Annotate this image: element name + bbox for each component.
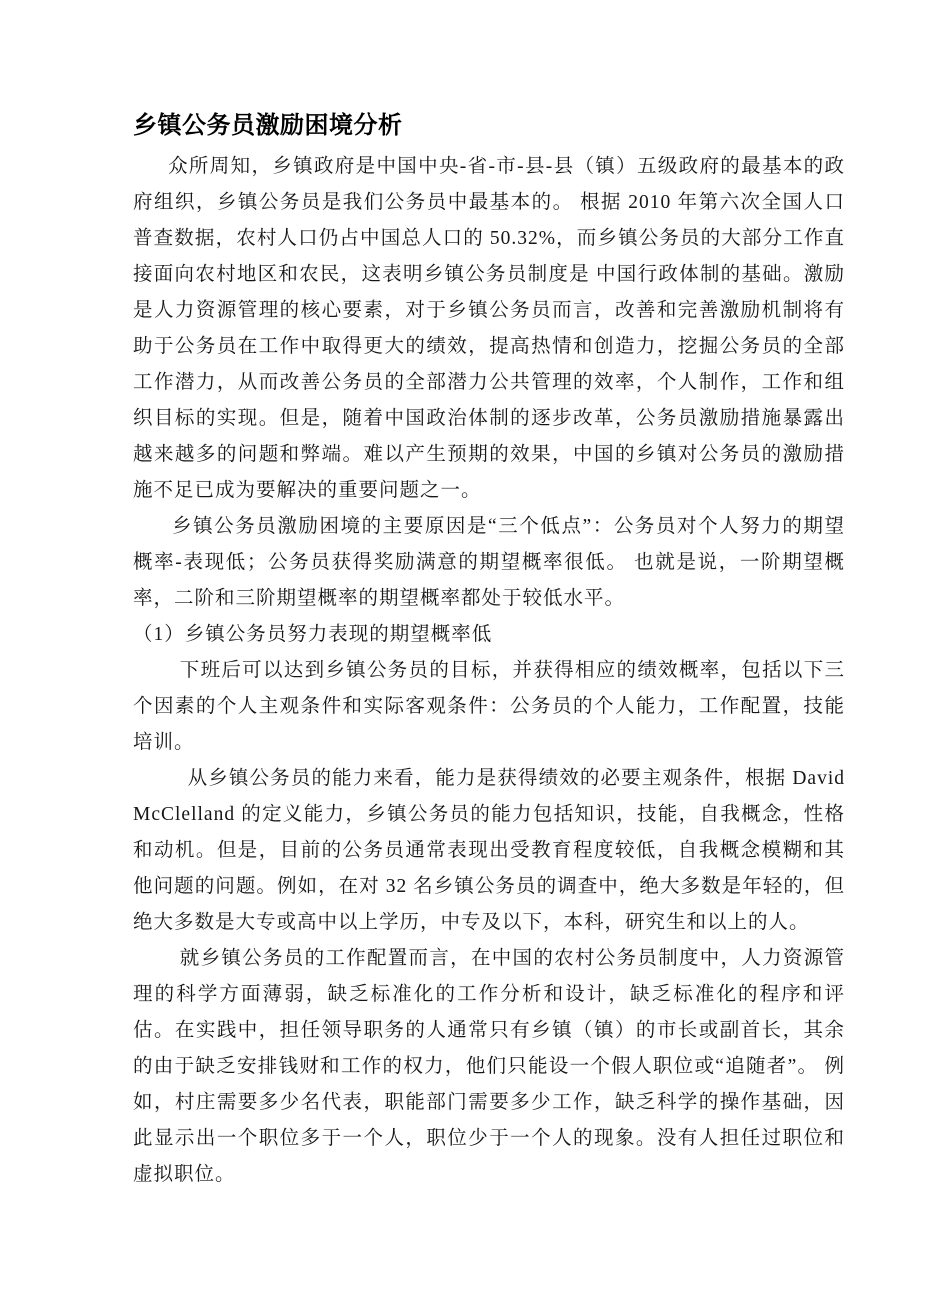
paragraph-three-low-points: 乡镇公务员激励困境的主要原因是“三个低点”：公务员对个人努力的期望概率-表现低；公务员获得奖励满意的期望概率很低。 也就是说，一阶期望概率，二阶和三阶期望概率的期望概率都处于较低水平。 — [133, 516, 845, 609]
page-title: 乡镇公务员激励困境分析 — [133, 112, 403, 139]
paragraph-ability: 从乡镇公务员的能力来看，能力是获得绩效的必要主观条件，根据 David McClelland 的定义能力，乡镇公务员的能力包括知识，技能，自我概念，性格和动机。但是，目前的公务员通常表现出受教育程度较低，自我概念模糊和其他问题的问题。例如，在对 32 名乡镇公务员的调查中，绝大多数是年轻的，但绝大多数是大专或高中以上学历，中专及以下，本科，研究生和以上的人。 — [133, 768, 845, 933]
paragraph-job-configuration: 就乡镇公务员的工作配置而言，在中国的农村公务员制度中，人力资源管理的科学方面薄弱，缺乏标准化的工作分析和设计，缺乏标准化的程序和评估。在实践中，担任领导职务的人通常只有乡镇（镇）的市长或副首长，其余的由于缺乏安排钱财和工作的权力，他们只能设一个假人职位或“追随者”。 例如，村庄需要多少名代表，职能部门需要多少工作，缺乏科学的操作基础，因此显示出一个职位多于一个人，职位少于一个人的现象。没有人担任过职位和虚拟职位。 — [133, 948, 845, 1185]
body-text — [133, 149, 845, 1193]
paragraph-subheading-1: （1）乡镇公务员努力表现的期望概率低 — [133, 624, 493, 645]
paragraph-three-factors: 下班后可以达到乡镇公务员的目标，并获得相应的绩效概率，包括以下三个因素的个人主观条件和实际客观条件：公务员的个人能力，工作配置，技能培训。 — [133, 660, 845, 753]
paragraph-intro: 众所周知，乡镇政府是中国中央-省-市-县-县（镇）五级政府的最基本的政府组织，乡镇公务员是我们公务员中最基本的。 根据 2010 年第六次全国人口普查数据，农村人口仍占中国总人口的 50.32%，而乡镇公务员的大部分工作直接面向农村地区和农民，这表明乡镇公务员制度是 中国行政体制的基础。激励是人力资源管理的核心要素，对于乡镇公务员而言，改善和完善激励机制将有助于公务员在工作中取得更大的绩效，提高热情和创造力，挖掘公务员的全部工作潜力，从而改善公务员的全部潜力公共管理的效率，个人制作，工作和组织目标的实现。但是，随着中国政治体制的逐步改革，公务员激励措施暴露出越来越多的问题和弊端。难以产生预期的效果，中国的乡镇对公务员的激励措施不足已成为要解决的重要问题之一。 — [133, 156, 845, 501]
